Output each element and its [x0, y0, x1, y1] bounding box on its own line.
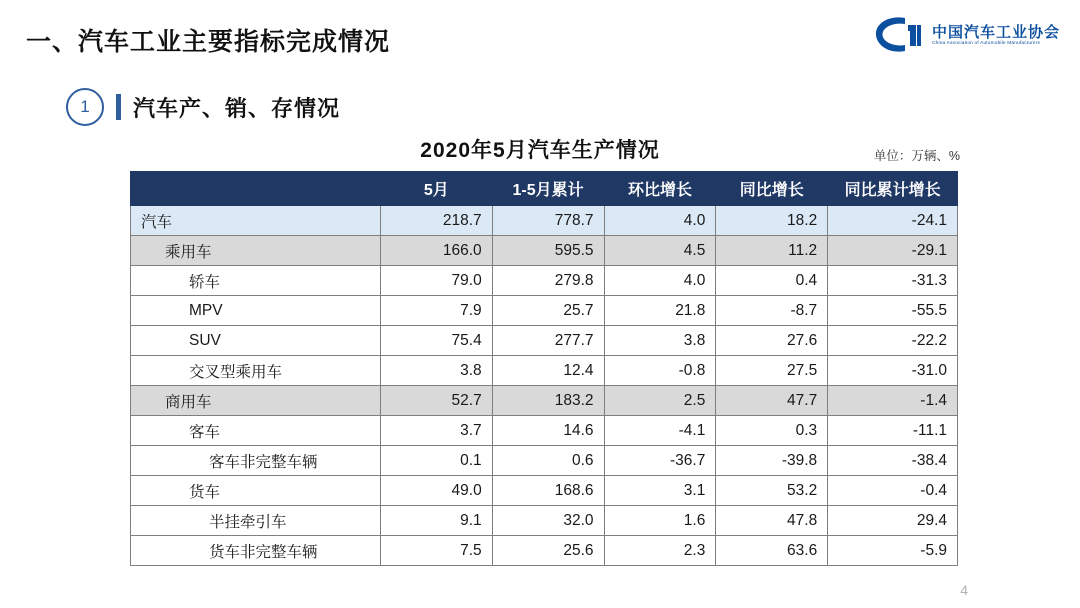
row-label: SUV [131, 326, 381, 356]
cell-value: 2.3 [604, 536, 716, 566]
cell-value: 9.1 [380, 506, 492, 536]
cell-value: 12.4 [492, 356, 604, 386]
column-header-3: 环比增长 [604, 172, 716, 206]
cell-value: -8.7 [716, 296, 828, 326]
page-number: 4 [960, 582, 968, 598]
column-header-4: 同比增长 [716, 172, 828, 206]
cell-value: 47.7 [716, 386, 828, 416]
cell-value: 166.0 [380, 236, 492, 266]
production-table [130, 171, 958, 566]
row-label: 客车非完整车辆 [131, 446, 381, 476]
cell-value: -1.4 [828, 386, 958, 416]
cell-value: 0.1 [380, 446, 492, 476]
cell-value: 27.5 [716, 356, 828, 386]
cell-value: 183.2 [492, 386, 604, 416]
row-label: 汽车 [131, 206, 381, 236]
cell-value: 47.8 [716, 506, 828, 536]
subsection-heading [66, 88, 340, 126]
cell-value: 21.8 [604, 296, 716, 326]
table-row [131, 206, 958, 236]
cell-value: 0.6 [492, 446, 604, 476]
column-header-5: 同比累计增长 [828, 172, 958, 206]
cell-value: -0.8 [604, 356, 716, 386]
cell-value: 14.6 [492, 416, 604, 446]
cell-value: 27.6 [716, 326, 828, 356]
cell-value: 168.6 [492, 476, 604, 506]
cell-value: -39.8 [716, 446, 828, 476]
table-row [131, 506, 958, 536]
cell-value: 279.8 [492, 266, 604, 296]
row-label: 半挂牵引车 [131, 506, 381, 536]
logo-name-cn: 中国汽车工业协会 [931, 23, 1060, 41]
cell-value: 63.6 [716, 536, 828, 566]
cell-value: 4.0 [604, 206, 716, 236]
cam-logo-icon [872, 14, 924, 56]
cell-value: 32.0 [492, 506, 604, 536]
row-label: 轿车 [131, 266, 381, 296]
page-title: 一、汽车工业主要指标完成情况 [26, 28, 391, 56]
cell-value: -36.7 [604, 446, 716, 476]
cell-value: 1.6 [604, 506, 716, 536]
table-row [131, 416, 958, 446]
table-row [131, 266, 958, 296]
table-row [131, 296, 958, 326]
cell-value: 25.6 [492, 536, 604, 566]
table-row [131, 356, 958, 386]
table-row [131, 446, 958, 476]
subsection-title: 汽车产、销、存情况 [133, 95, 341, 121]
cell-value: 11.2 [716, 236, 828, 266]
row-label: 客车 [131, 416, 381, 446]
cell-value: 79.0 [380, 266, 492, 296]
cell-value: 3.1 [604, 476, 716, 506]
table-title: 2020年5月汽车生产情况 [420, 139, 660, 162]
column-header-1: 5月 [380, 172, 492, 206]
row-label: 货车 [131, 476, 381, 506]
cell-value: 0.3 [716, 416, 828, 446]
cell-value: 277.7 [492, 326, 604, 356]
cell-value: 218.7 [380, 206, 492, 236]
table-row [131, 476, 958, 506]
row-label: 交叉型乘用车 [131, 356, 381, 386]
cell-value: -22.2 [828, 326, 958, 356]
cell-value: 3.8 [380, 356, 492, 386]
cell-value: 75.4 [380, 326, 492, 356]
cell-value: 778.7 [492, 206, 604, 236]
cell-value: 2.5 [604, 386, 716, 416]
column-header-2: 1-5月累计 [492, 172, 604, 206]
subsection-number-badge: 1 [66, 88, 104, 126]
row-label: MPV [131, 296, 381, 326]
cell-value: 0.4 [716, 266, 828, 296]
cell-value: 4.0 [604, 266, 716, 296]
cell-value: 52.7 [380, 386, 492, 416]
row-label: 商用车 [131, 386, 381, 416]
table-row [131, 386, 958, 416]
cell-value: -24.1 [828, 206, 958, 236]
cell-value: 3.8 [604, 326, 716, 356]
cell-value: -0.4 [828, 476, 958, 506]
row-label: 货车非完整车辆 [131, 536, 381, 566]
cell-value: 25.7 [492, 296, 604, 326]
table-row [131, 536, 958, 566]
cell-value: 595.5 [492, 236, 604, 266]
cell-value: -11.1 [828, 416, 958, 446]
table-unit-note: 单位：万辆、% [873, 149, 960, 163]
heading-accent-bar [116, 94, 121, 120]
cell-value: 4.5 [604, 236, 716, 266]
table-body [131, 206, 958, 566]
column-header-0 [131, 172, 381, 206]
row-label: 乘用车 [131, 236, 381, 266]
cell-value: -5.9 [828, 536, 958, 566]
association-logo [872, 14, 1060, 56]
cell-value: 3.7 [380, 416, 492, 446]
cell-value: -38.4 [828, 446, 958, 476]
cell-value: 29.4 [828, 506, 958, 536]
cell-value: -55.5 [828, 296, 958, 326]
logo-name-en: China Association of Automobile Manufacturers [931, 39, 1041, 46]
table-row [131, 326, 958, 356]
cell-value: 49.0 [380, 476, 492, 506]
cell-value: 7.9 [380, 296, 492, 326]
cell-value: -31.3 [828, 266, 958, 296]
cell-value: -4.1 [604, 416, 716, 446]
table-header-row [131, 172, 958, 206]
cell-value: 53.2 [716, 476, 828, 506]
cell-value: -29.1 [828, 236, 958, 266]
table-row [131, 236, 958, 266]
cell-value: 18.2 [716, 206, 828, 236]
cell-value: 7.5 [380, 536, 492, 566]
cell-value: -31.0 [828, 356, 958, 386]
